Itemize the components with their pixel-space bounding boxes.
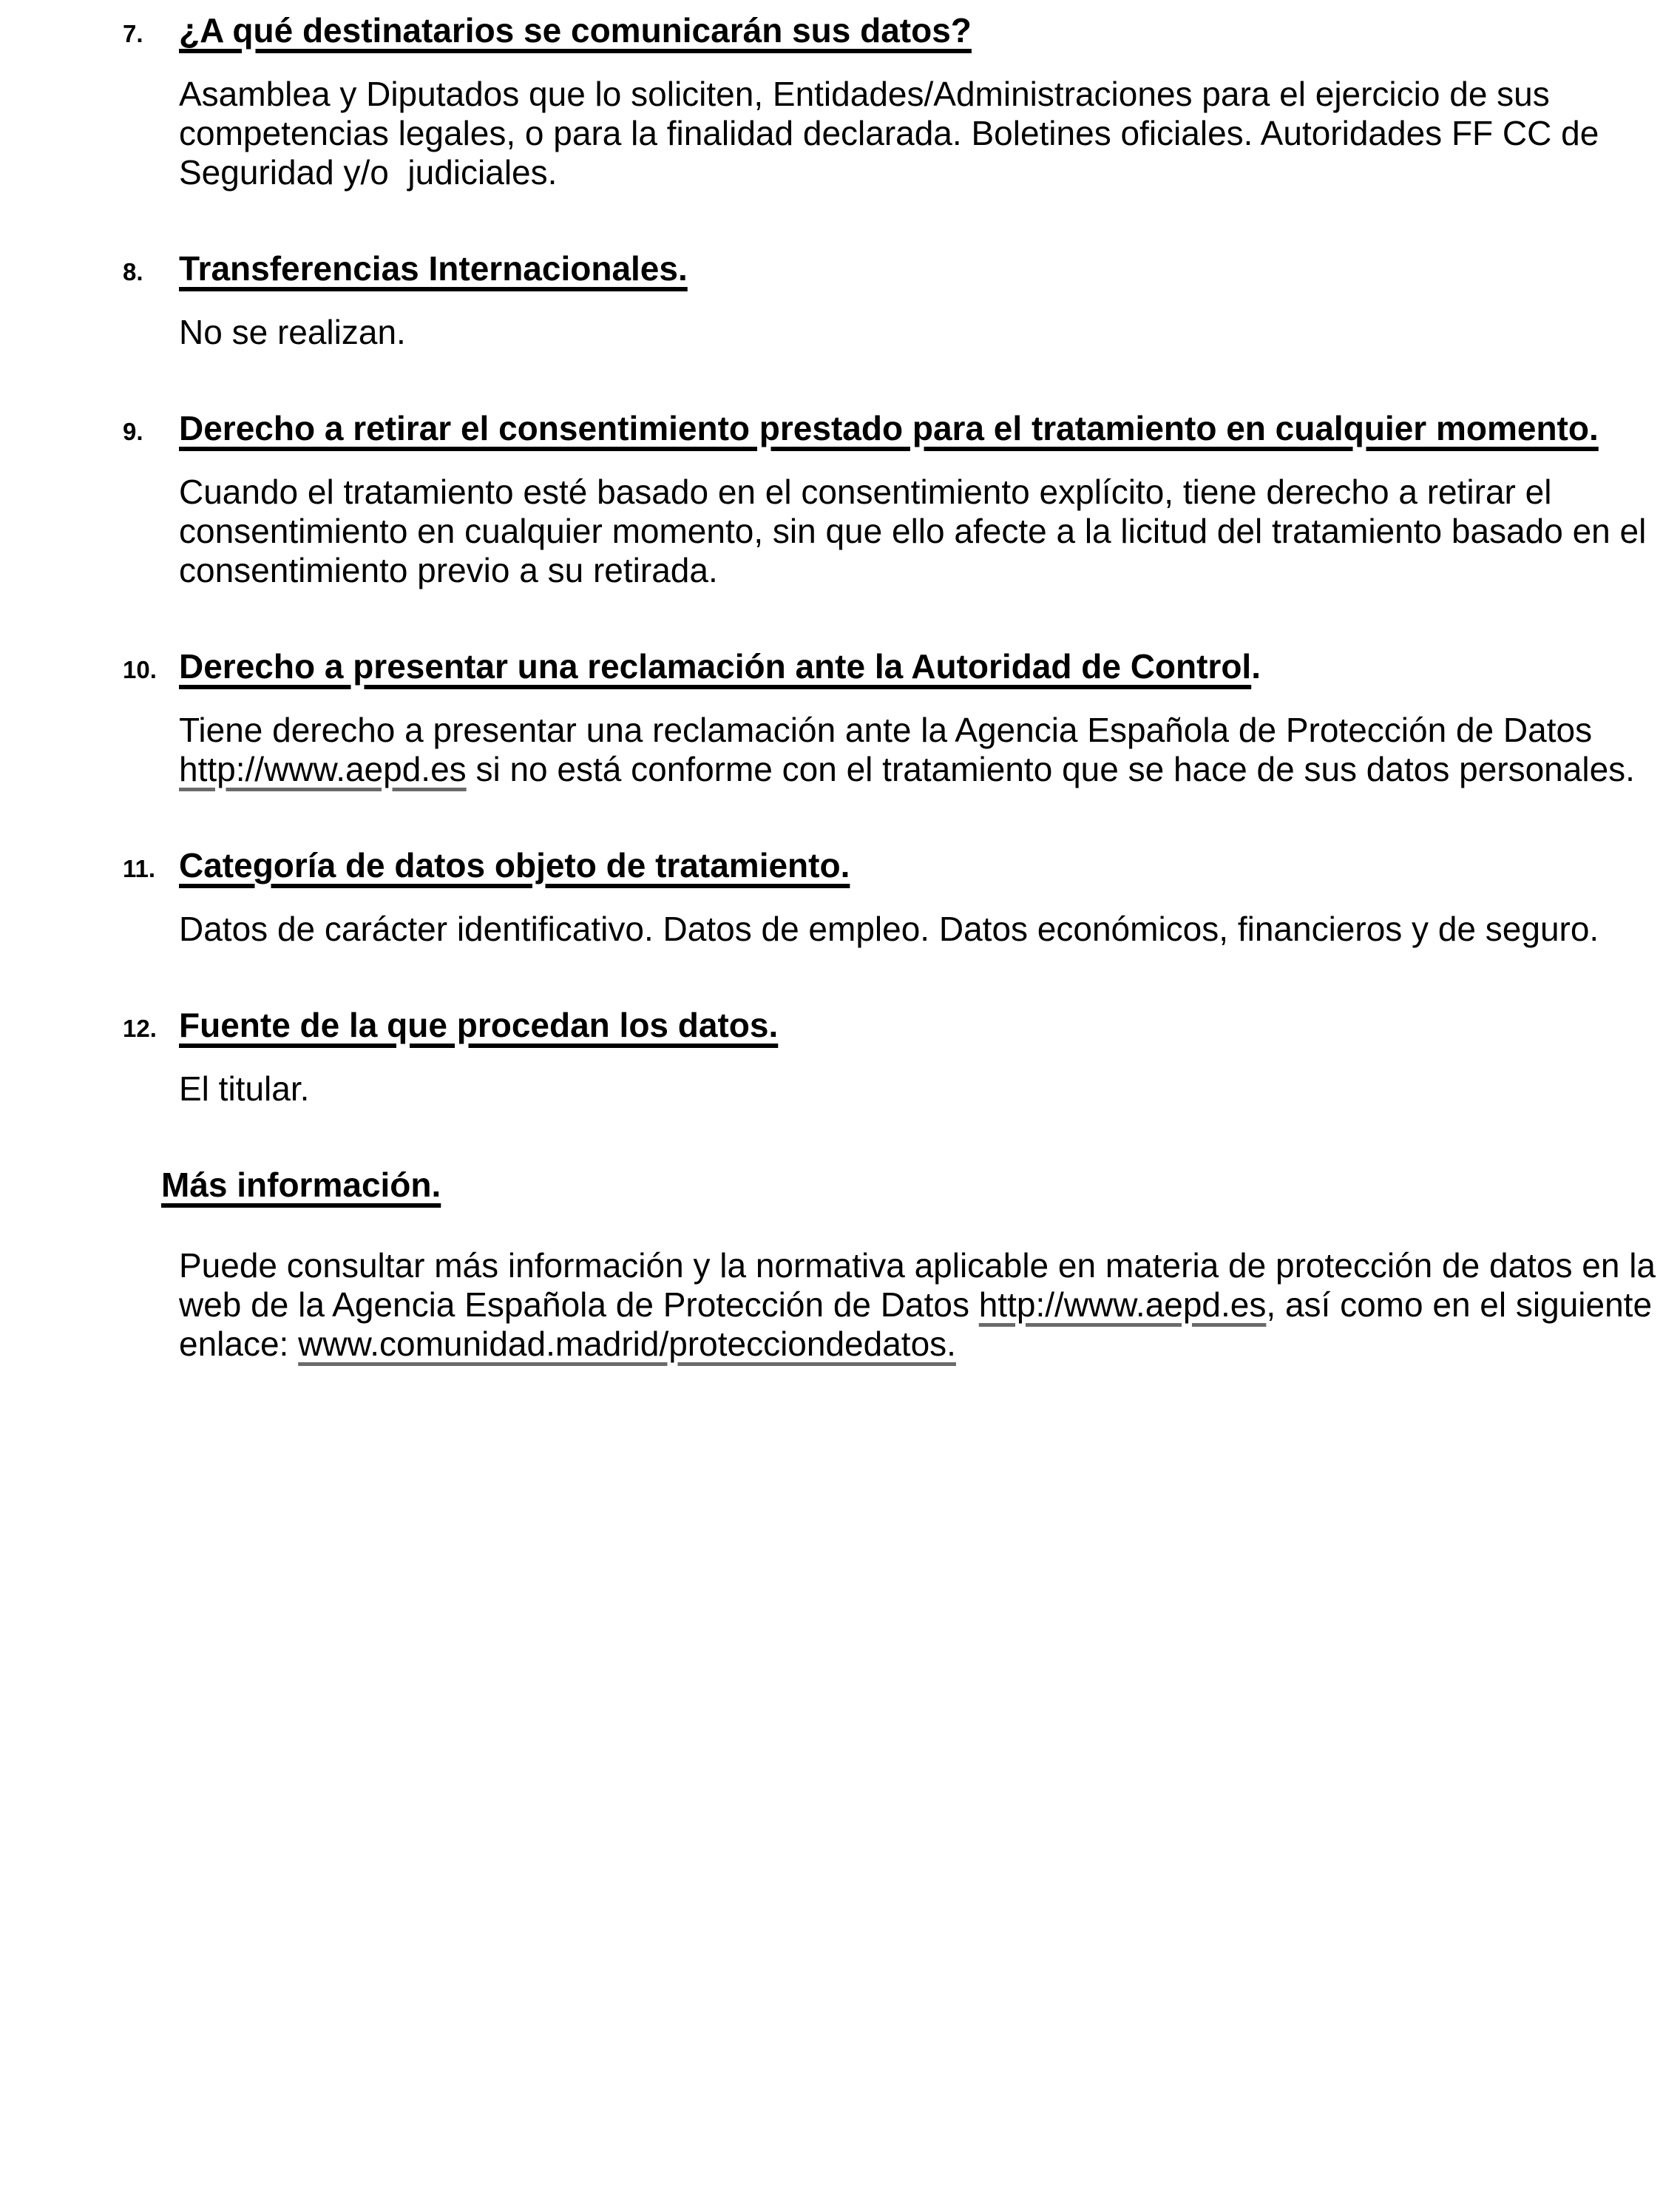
section-7 [0,11,1680,192]
section-11-paragraph [179,910,1599,949]
text-run: El titular. [179,1069,310,1108]
section-7-number: 7. [123,20,143,47]
link-aepd-es[interactable]: http://www.aepd.es [179,750,467,788]
section-7-paragraph [179,75,1599,192]
text-line [179,473,1552,512]
section-12-heading-row [123,1006,1680,1048]
text-run: Puede consultar más información y la normativa aplicable en materia de protección de datos en la [179,1246,1656,1285]
text-run: Asamblea y Diputados que lo soliciten, Entidades/Administraciones para el ejercicio de sus [179,75,1550,113]
section-8-heading-row [123,249,1680,291]
text-line [179,75,1550,114]
more-info-paragraph [179,1246,1656,1364]
text-run: web de la Agencia Española de Protección de Datos [179,1285,979,1324]
section-11-number: 11. [123,855,156,882]
text-run: Seguridad y/o judiciales. [179,153,558,192]
section-12-heading: Fuente de la que procedan los datos. [179,1006,779,1044]
more-info-heading: Más información. [161,1166,441,1204]
section-12-paragraph [179,1069,1529,1109]
text-line [179,551,1529,590]
text-run: consentimiento en cualquier momento, sin que ello afecte a la licitud del tratamiento basado en el [179,512,1647,550]
more-info-heading-row [161,1166,1680,1205]
text-line [179,1069,1529,1109]
text-line [179,1285,1653,1325]
section-9-heading: Derecho a retirar el consentimiento prestado para el tratamiento en cualquier momento. [179,409,1599,447]
section-9-heading-row [123,409,1680,451]
section-8-number: 8. [123,258,143,285]
text-line [179,750,1635,789]
text-line [179,711,1593,750]
text-line [179,512,1647,551]
section-10 [0,647,1680,789]
text-line [179,153,1529,192]
text-run: Tiene derecho a presentar una reclamación ante la Agencia Española de Protección de Datos [179,711,1593,749]
text-run: , así como en el siguiente [1266,1285,1653,1324]
text-run: si no está conforme con el tratamiento que se hace de sus datos personales. [466,750,1635,788]
text-run: Cuando el tratamiento esté basado en el consentimiento explícito, tiene derecho a retirar el [179,473,1552,511]
text-run: No se realizan. [179,313,406,351]
section-12-number: 12. [123,1015,157,1042]
section-10-heading-row [123,647,1680,689]
section-9-number: 9. [123,418,143,445]
section-10-number: 10. [123,656,157,683]
section-8-paragraph [179,313,1529,352]
section-more-info [0,1166,1680,1364]
section-8 [0,249,1680,352]
section-7-heading: ¿A qué destinatarios se comunicarán sus datos? [179,11,972,50]
text-run: competencias legales, o para la finalidad declarada. Boletines oficiales. Autoridades FF CC de [179,114,1599,152]
section-11-heading-row [123,846,1680,888]
section-11 [0,846,1680,949]
section-8-heading: Transferencias Internacionales. [179,249,688,288]
section-7-heading-row [123,11,1680,53]
section-10-heading: Derecho a presentar una reclamación ante la Autoridad de Control [179,647,1252,686]
text-line [179,1325,1529,1364]
text-line [179,1246,1656,1285]
text-line [179,910,1599,949]
section-10-heading-period: . [1251,647,1261,686]
text-run: enlace: [179,1325,299,1363]
link-comunidad-madrid[interactable]: www.comunidad.madrid/protecciondedatos. [298,1325,956,1363]
text-run: Datos de carácter identificativo. Datos de empleo. Datos económicos, financieros y de seguro. [179,910,1599,948]
section-9-paragraph [179,473,1647,590]
text-line [179,313,1529,352]
text-line [179,114,1599,153]
text-run: consentimiento previo a su retirada. [179,551,718,589]
section-12 [0,1006,1680,1109]
link-aepd-es[interactable]: http://www.aepd.es [978,1285,1267,1324]
section-11-heading: Categoría de datos objeto de tratamiento. [179,846,850,885]
section-9 [0,409,1680,590]
section-10-paragraph [179,711,1635,789]
